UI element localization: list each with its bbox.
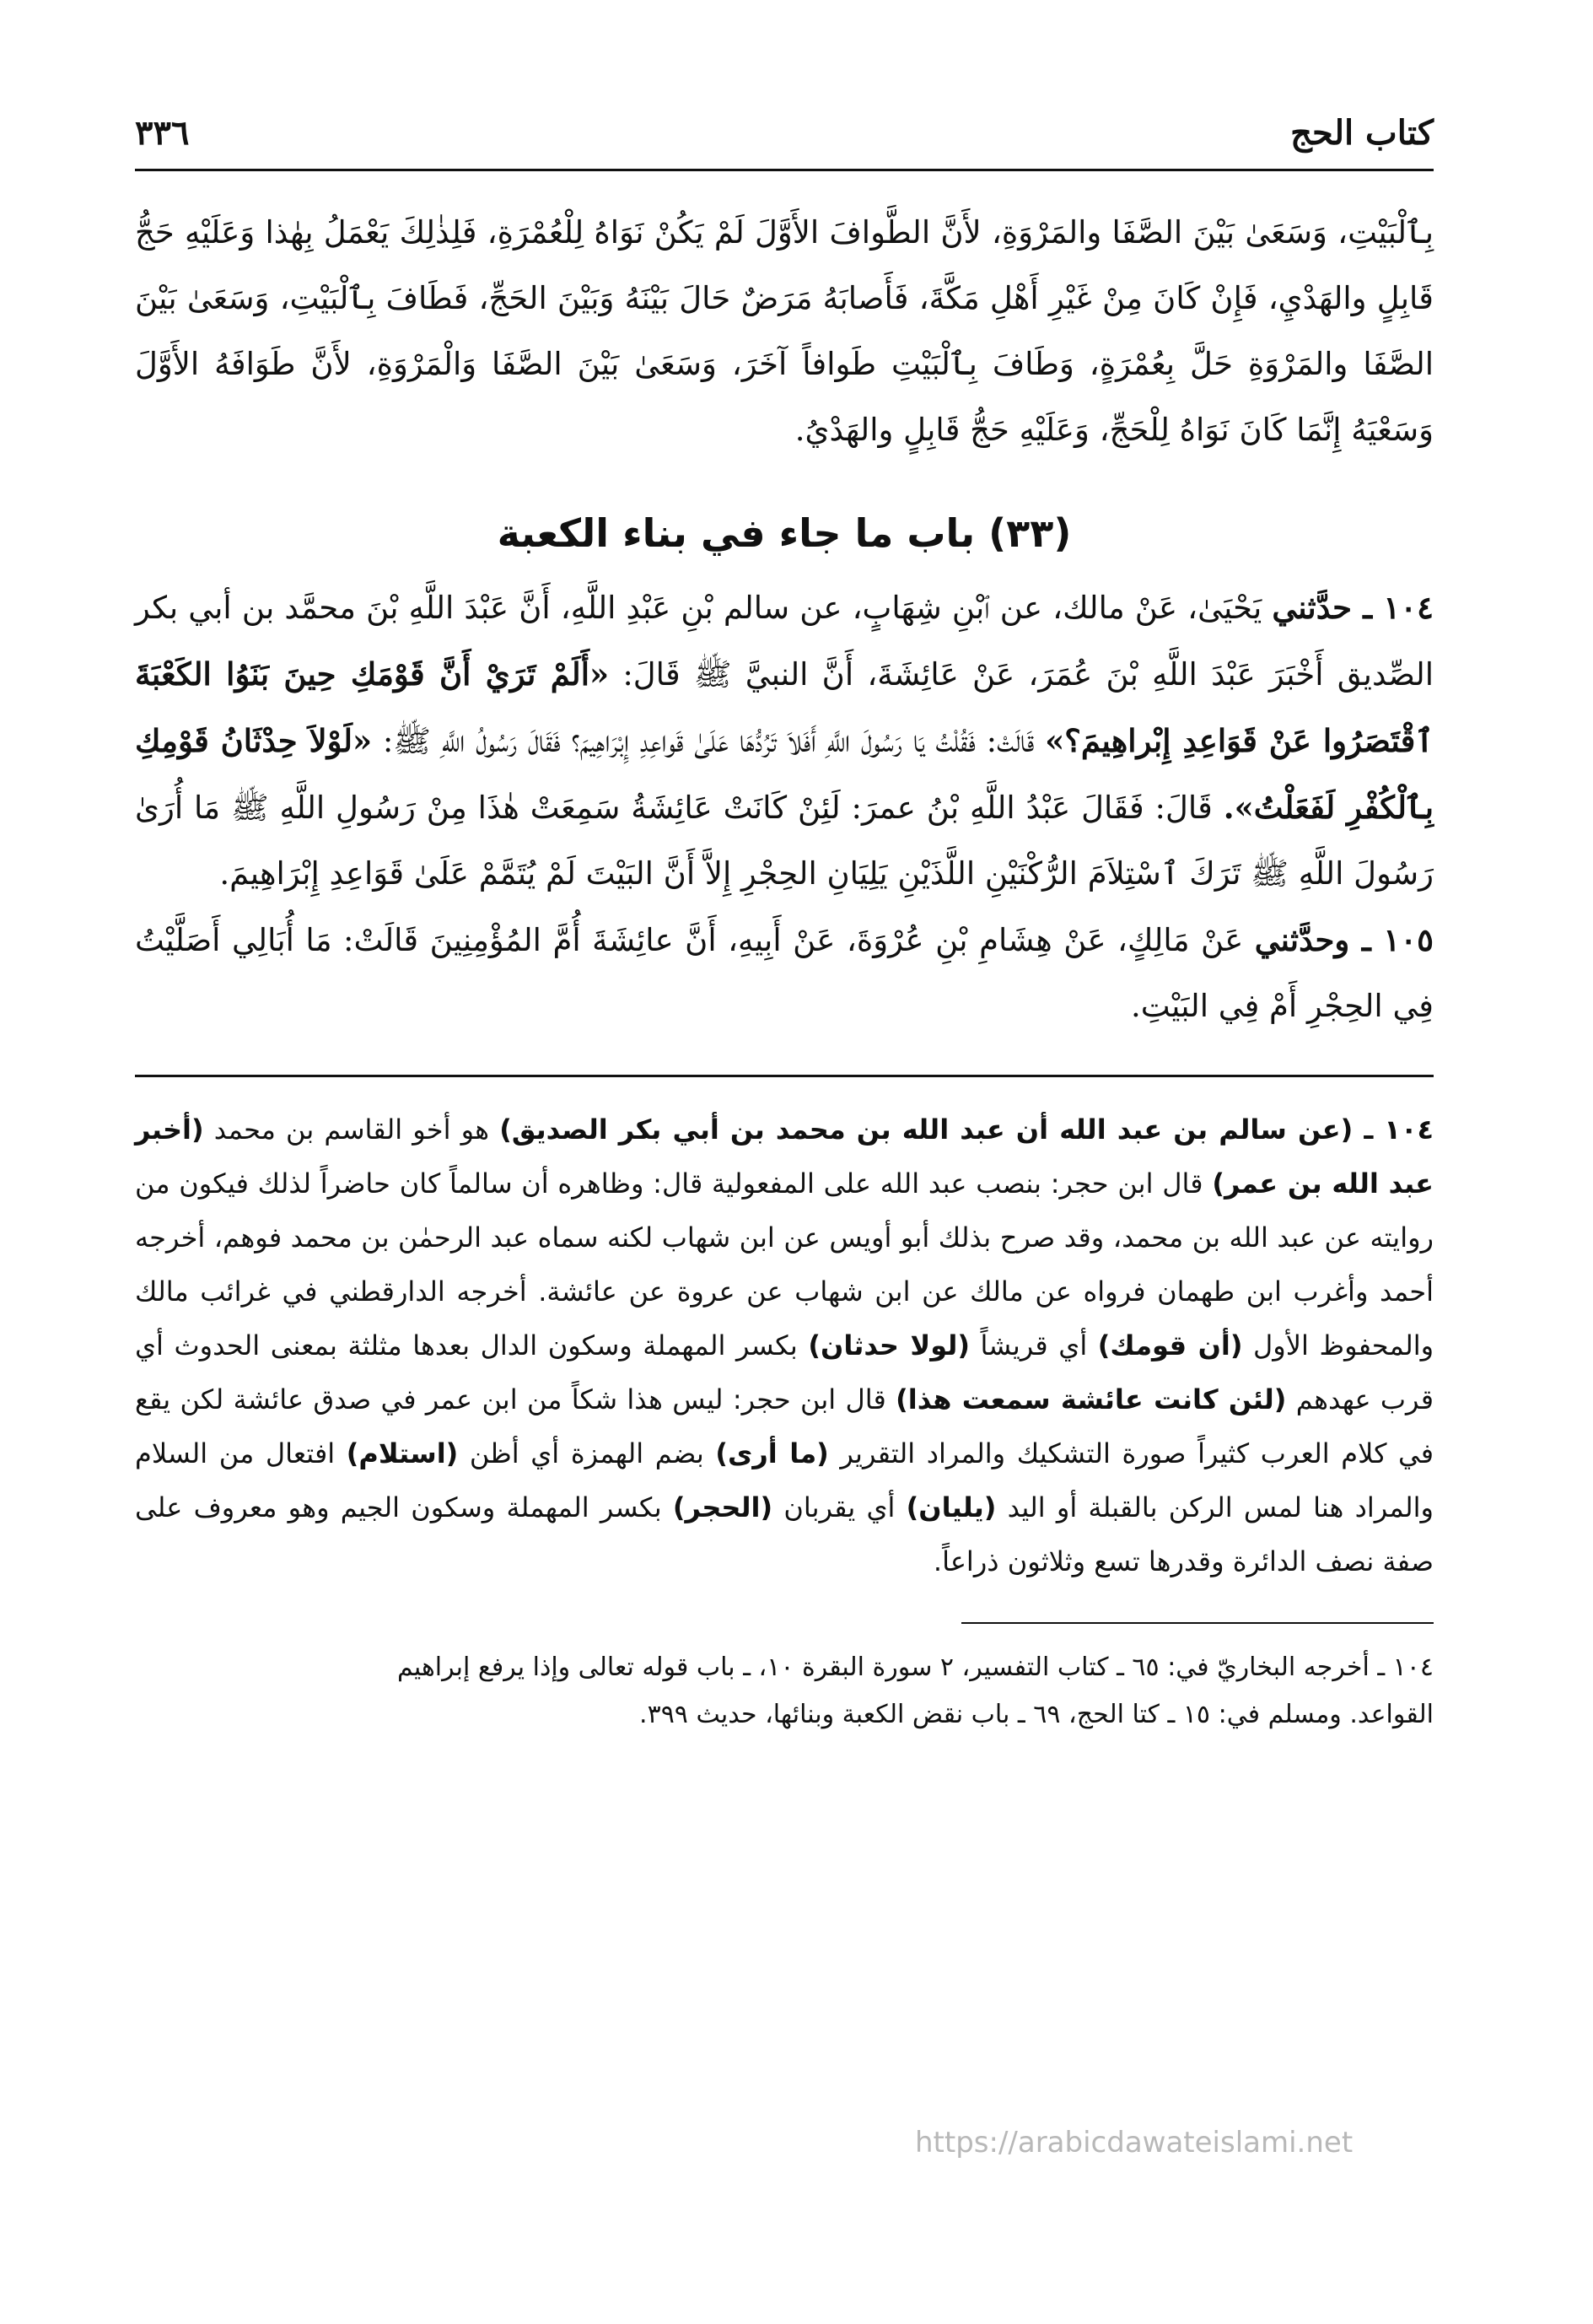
hadith-105-text: عَنْ مَالِكٍ، عَنْ هِشَامِ بْنِ عُرْوَةَ، عَنْ أَبِيهِ، أَنَّ عائِشَةَ أُمَّ المُؤْمِنِينَ قَالَتْ: مَا أُبَالِي أَصَلَّيْتُ فِي الحِجْرِ أَمْ فِي البَيْتِ. bbox=[135, 922, 1434, 1024]
commentary-text: بكسر المهملة وسكون الجيم وهو معروف على صفة نصف الدائرة وقدرها تسع وثلاثون ذراعاً. bbox=[135, 1491, 1434, 1577]
running-header bbox=[135, 101, 1434, 171]
commentary-text: أي قريشاً bbox=[969, 1329, 1098, 1362]
book-title: كتاب الحج bbox=[1290, 113, 1434, 153]
commentary-text: أي يقربان bbox=[772, 1491, 907, 1523]
commentary-term: (يليان) bbox=[906, 1491, 997, 1523]
page-number: ٣٣٦ bbox=[135, 113, 190, 153]
footnote-line-1: ١٠٤ ـ أخرجه البخاريّ في: ٦٥ ـ كتاب التفسير، ٢ سورة البقرة ١٠، ـ باب قوله تعالى وإذا يرفع إبراهيم bbox=[396, 1653, 1434, 1682]
commentary-text: قال ابن حجر: ليس هذا شكاً من ابن عمر في صدق عائشة لكن يقع في كلام العرب كثيراً صورة التشكيك والمراد التقرير bbox=[135, 1383, 1434, 1469]
hadith-104-lead: ١٠٤ ـ حدَّثني bbox=[1272, 589, 1434, 626]
commentary-term: (لولا حدثان) bbox=[808, 1329, 970, 1362]
hadith-105 bbox=[135, 907, 1434, 1039]
commentary-text: هو أخو القاسم بن محمد bbox=[203, 1113, 500, 1146]
hadith-104-text-3: قَالَ: فَقَالَ عَبْدُ اللَّهِ بْنُ عمرَ: لَئِنْ كَانَتْ عَائِشَةُ سَمِعَتْ هٰذَا مِنْ رَسُولِ اللَّهِ ﷺ مَا أُرَىٰ رَسُولَ اللَّهِ ﷺ تَرَكَ ٱسْتِلاَمَ الرُّكْنَيْنِ اللَّذَيْنِ يَلِيَانِ الحِجْرِ إِلاَّ أَنَّ البَيْتَ لَمْ يُتَمَّمْ عَلَىٰ قَوَاعِدِ إِبْرَاهِيمَ. bbox=[135, 790, 1434, 892]
hadith-105-lead: ١٠٥ ـ وحدَّثني bbox=[1254, 921, 1434, 958]
commentary-term: (أن قومك) bbox=[1097, 1329, 1243, 1362]
commentary-paragraph bbox=[135, 1103, 1434, 1588]
hadith-104-quote-1: «أَلَمْ تَرَيْ أَنَّ قَوْمَكِ حِينَ بَنَوُا الكَعْبَةَ ٱقْتَصَرُوا عَنْ قَوَاعِدِ إِبْراهِيمَ؟» bbox=[135, 655, 1434, 759]
commentary-term: (أخبر عبد الله بن عمر) bbox=[135, 1113, 1434, 1200]
hadith-104-text-2: قَالَتْ: فَقُلْتُ يَا رَسُولَ اللَّهِ أَفَلاَ تَرُدُّهَا عَلَىٰ قَواعِدِ إِبْرَاهِيمَ؟ فَقَالَ رَسُولُ اللَّهِ ﷺ: bbox=[372, 723, 1046, 759]
footnote-divider bbox=[961, 1622, 1434, 1624]
commentary-term: (لئن كانت عائشة سمعت هذا) bbox=[896, 1383, 1287, 1415]
hadith-104 bbox=[135, 574, 1434, 907]
footnotes bbox=[135, 1644, 1434, 1739]
main-text bbox=[135, 200, 1434, 1039]
commentary-text: قال ابن حجر: بنصب عبد الله على المفعولية قال: وظاهره أن سالماً كان حاضراً لذلك فيكون من روايته عن عبد الله بن محمد، وقد صرح بذلك أبو أويس عن ابن شهاب لكنه سماه عبد الرحمٰن بن محمد فوهم، أخرجه أحمد وأغرب ابن طهمان فرواه عن مالك عن ابن شهاب عن عروة عن عائشة. أخرجه الدارقطني في غرائب مالك والمحفوظ الأول bbox=[135, 1167, 1434, 1362]
commentary-term: (ما أرى) bbox=[715, 1437, 829, 1469]
commentary bbox=[135, 1103, 1434, 1588]
hadith-104-quote-2: «لَوْلاَ حِدْثَانُ قَوْمِكِ بِٱلْكُفْرِ لَفَعَلْتُ». bbox=[135, 722, 1434, 826]
commentary-text: بكسر المهملة وسكون الدال بعدها مثلثة بمعنى الحدوث أي قرب عهدهم bbox=[135, 1329, 1434, 1415]
commentary-divider bbox=[135, 1075, 1434, 1077]
commentary-text: افتعال من السلام والمراد هنا لمس الركن بالقبلة أو اليد bbox=[135, 1437, 1434, 1523]
commentary-lead: ١٠٤ ـ (عن سالم بن عبد الله أن عبد الله بن محمد بن أبي بكر الصديق) bbox=[499, 1113, 1434, 1146]
chapter-heading: (٣٣) باب ما جاء في بناء الكعبة bbox=[497, 510, 1072, 556]
commentary-term: (الحجر) bbox=[672, 1491, 773, 1523]
hadith-104-text-1: يَحْيَىٰ، عَنْ مالك، عن ٱبْنِ شِهَابٍ، عن سالم بْنِ عَبْدِ اللَّهِ، أَنَّ عَبْدَ اللَّهِ بْنَ محمَّد بن أبي بكر الصِّديق أَخْبَرَ عَبْدَ اللَّهِ بْنَ عُمَرَ، عَنْ عَائِشَةَ، أَنَّ النبيَّ ﷺ قَالَ: bbox=[135, 590, 1434, 693]
document-page bbox=[135, 101, 1434, 2294]
footnote-line-2: القواعد. ومسلم في: ١٥ ـ كتا الحج، ٦٩ ـ باب نقض الكعبة وبنائها، حديث ٣٩٩. bbox=[639, 1700, 1434, 1729]
continuation-paragraph: بِٱلْبَيْتِ، وَسَعَىٰ بَيْنَ الصَّفَا والمَرْوَةِ، لأَنَّ الطَّوافَ الأَوَّلَ لَمْ يَكُنْ نَوَاهُ لِلْعُمْرَةِ، فَلِذٰلِكَ يَعْمَلُ بِهٰذا وَعَلَيْهِ حَجُّ قَابِلٍ والهَدْيِ، فَإِنْ كَانَ مِنْ غَيْرِ أَهْلِ مَكَّةَ، فَأَصابَهُ مَرَضٌ حَالَ بَيْنَهُ وَبَيْنَ الحَجِّ، فَطَافَ بِٱلْبَيْتِ، وَسَعَىٰ بَيْنَ الصَّفَا والمَرْوَةِ حَلَّ بِعُمْرَةٍ، وَطَافَ بِٱلْبَيْتِ طَوافاً آخَرَ، وَسَعَىٰ بَيْنَ الصَّفَا وَالْمَرْوَةِ، لأَنَّ طَوَافَهُ الأَوَّلَ وَسَعْيَهُ إِنَّمَا كَانَ نَوَاهُ لِلْحَجِّ، وَعَلَيْهِ حَجُّ قَابِلٍ والهَدْيُ. bbox=[135, 214, 1434, 448]
commentary-term: (استلام) bbox=[346, 1437, 459, 1469]
watermark-url: https://arabicdawateislami.net bbox=[915, 2126, 1354, 2160]
commentary-text: بضم الهمزة أي أظن bbox=[458, 1437, 716, 1469]
